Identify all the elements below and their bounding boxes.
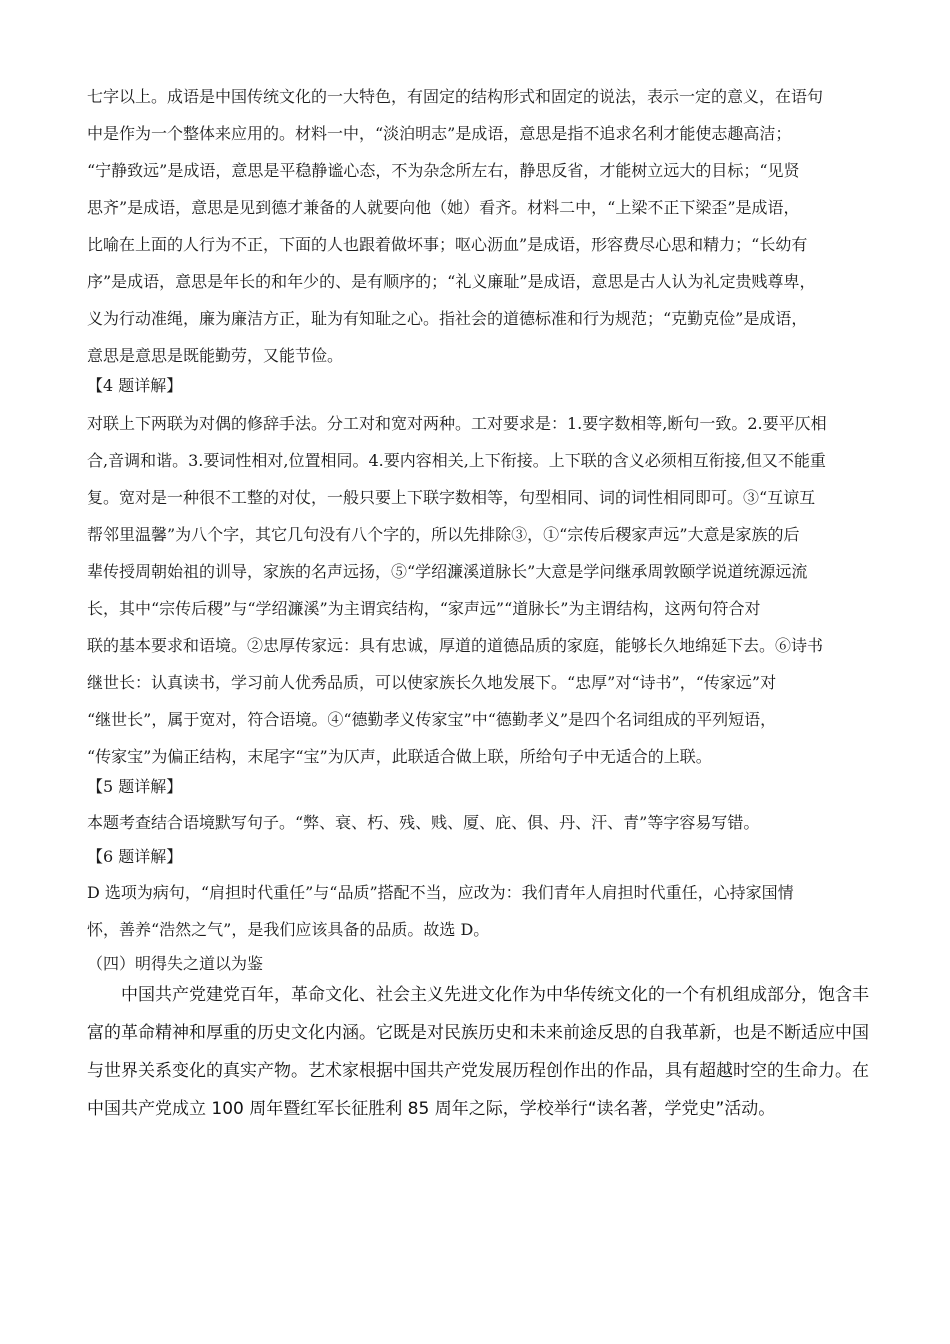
text-line: 中是作为一个整体来应用的。材料一中，“淡泊明志”是成语，意思是指不追求名利才能使志趣高洁； (87, 124, 792, 143)
text-line: 七字以上。成语是中国传统文化的一大特色，有固定的结构形式和固定的说法，表示一定的意义，在语句 (87, 87, 824, 106)
paragraph-idiom-explanation (87, 78, 877, 374)
text-line: 辈传授周朝始祖的训导，家族的名声远扬，⑤“学绍濂溪道脉长”大意是学问继承周敦颐学说道统源远流 (87, 562, 808, 581)
text-line: 长，其中“宗传后稷”与“学绍濂溪”为主谓宾结构，“家声远”“道脉长”为主谓结构，这两句符合对 (87, 599, 761, 618)
q6-explanation (87, 874, 877, 948)
text-line: 思齐”是成语，意思是见到德才兼备的人就要向他（她）看齐。材料二中，“上梁不正下梁歪”是成语， (87, 198, 800, 217)
section-title: （四）明得失之道以为鉴 (87, 954, 264, 973)
text-line: 与世界关系变化的真实产物。艺术家根据中国共产党发展历程创作出的作品，具有超越时空的生命力。在 (87, 1061, 869, 1081)
text-line: 对联上下两联为对偶的修辞手法。分工对和宽对两种。工对要求是：1.要字数相等,断句一致。2.要平仄相 (87, 414, 827, 433)
text-line: 联的基本要求和语境。②忠厚传家远：具有忠诚，厚道的道德品质的家庭，能够长久地绵延下去。⑥诗书 (87, 636, 824, 655)
q5-heading: 【5 题详解】 (87, 777, 183, 796)
q6-heading: 【6 题详解】 (87, 847, 183, 866)
q4-heading: 【4 题详解】 (87, 376, 183, 395)
text-line: 意思是意思是既能勤劳，又能节俭。 (87, 346, 344, 365)
text-line: 帮邻里温馨”为八个字，其它几句没有八个字的，所以先排除③，①“宗传后稷家声远”大意是家族的后 (87, 525, 800, 544)
text-line: 继世长：认真读书，学习前人优秀品质，可以使家族长久地发展下。“忠厚”对“诗书”，“传家远”对 (87, 673, 777, 692)
text-line: 富的革命精神和厚重的历史文化内涵。它既是对民族历史和未来前途反思的自我革新，也是不断适应中国 (87, 1023, 869, 1043)
text-line: 中国共产党建党百年，革命文化、社会主义先进文化作为中华传统文化的一个有机组成部分，饱含丰 (121, 985, 869, 1005)
section-intro-paragraph (87, 976, 877, 1128)
text-line: 比喻在上面的人行为不正，下面的人也跟着做坏事；呕心沥血”是成语，形容费尽心思和精力；“长幼有 (87, 235, 808, 254)
text-line: 合,音调和谐。3.要词性相对,位置相同。4.要内容相关,上下衔接。上下联的含义必须相互衔接,但又不能重 (87, 451, 826, 470)
text-line: 义为行动准绳，廉为廉洁方正，耻为有知耻之心。指社会的道德标准和行为规范；“克勤克俭”是成语， (87, 309, 808, 328)
text-line: 序”是成语，意思是年长的和年少的、是有顺序的；“礼义廉耻”是成语，意思是古人认为礼定贵贱尊卑， (87, 272, 816, 291)
text-line: “继世长”，属于宽对，符合语境。④“德勤孝义传家宝”中“德勤孝义”是四个名词组成的平列短语， (87, 710, 777, 729)
text-line: 怀，善养“浩然之气”，是我们应该具备的品质。故选 D。 (87, 920, 490, 939)
q5-explanation (87, 808, 877, 838)
q4-explanation (87, 405, 877, 775)
text-line: “传家宝”为偏正结构，末尾字“宝”为仄声，此联适合做上联，所给句子中无适合的上联。 (87, 747, 712, 766)
text-line: 中国共产党成立 100 周年暨红军长征胜利 85 周年之际，学校举行“读名著，学党史”活动。 (87, 1099, 776, 1119)
text-line: “宁静致远”是成语，意思是平稳静谧心态，不为杂念所左右，静思反省，才能树立远大的目标；“见贤 (87, 161, 800, 180)
text-line: 复。宽对是一种很不工整的对仗，一般只要上下联字数相等，句型相同、词的词性相同即可。③“互谅互 (87, 488, 816, 507)
text-line: 本题考查结合语境默写句子。“弊、衰、朽、残、贱、厦、庇、俱、丹、汗、青”等字容易写错。 (87, 813, 760, 832)
text-line: D 选项为病句，“肩担时代重任”与“品质”搭配不当，应改为：我们青年人肩担时代重任，心持家国情 (87, 883, 794, 902)
